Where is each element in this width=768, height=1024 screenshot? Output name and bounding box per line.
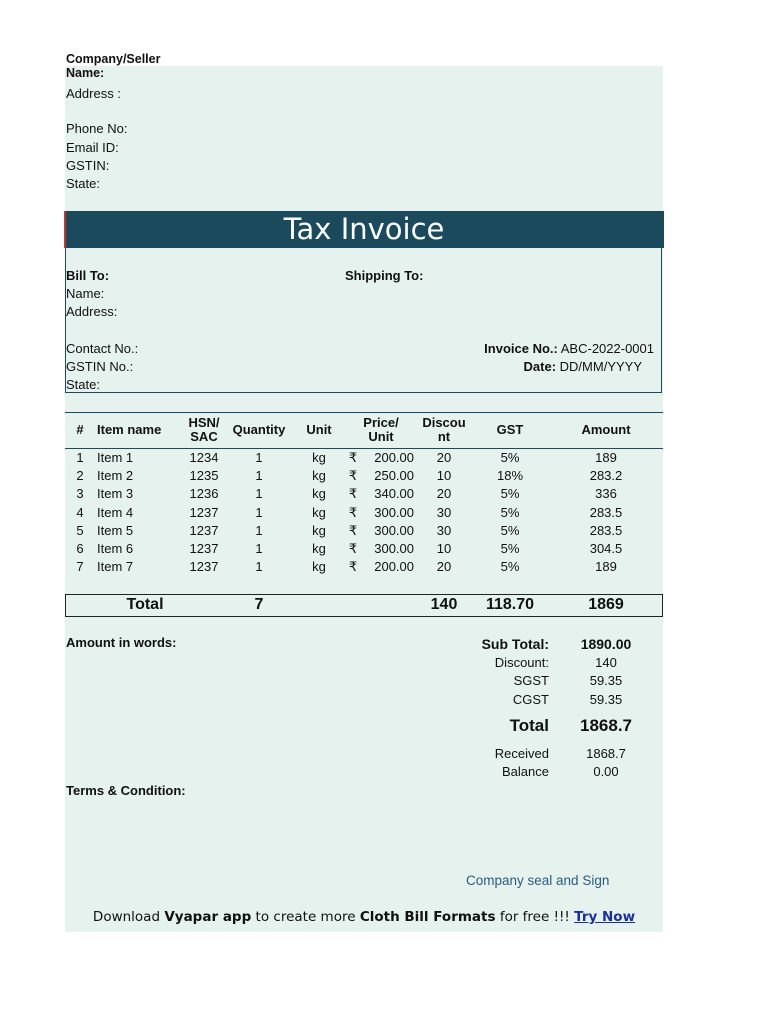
promo-footer: [65, 909, 663, 925]
totals-amount: 1869: [588, 596, 624, 613]
invoice-title-banner: Tax Invoice: [64, 211, 664, 248]
discount-label: Discount:: [494, 655, 549, 670]
balance-value: 0.00: [593, 764, 619, 779]
cell-disc: 10: [436, 468, 452, 484]
cell-num: 2: [76, 468, 84, 484]
terms-label: Terms & Condition:: [66, 783, 186, 798]
col-header-price: [350, 416, 412, 444]
cell-amount: 304.5: [589, 541, 623, 556]
footer-formats: Cloth Bill Formats: [359, 909, 496, 925]
table-header-top-rule: [65, 412, 663, 413]
col-header-amount: Amount: [581, 422, 631, 437]
invoice-number: [484, 341, 654, 356]
invoice-number-value: ABC-2022-0001: [560, 341, 654, 356]
cell-qty: 1: [255, 450, 263, 465]
totals-label: Total: [126, 596, 164, 613]
cell-hsn: 1237: [189, 559, 219, 575]
cell-gst: 5%: [500, 486, 520, 502]
cell-price: 340.00: [374, 486, 414, 502]
col-header-discount-line1: Discou: [422, 415, 466, 430]
cell-num: 5: [76, 522, 84, 538]
sub-total-value: 1890.00: [580, 636, 632, 652]
invoice-date-value: DD/MM/YYYY: [559, 359, 642, 374]
cell-gst: 18%: [496, 468, 524, 484]
cell-qty: 1: [255, 522, 263, 538]
cell-gst: 5%: [500, 450, 520, 465]
cell-price: 200.00: [374, 559, 414, 575]
bill-address: Address:: [66, 304, 118, 319]
cell-disc: 30: [436, 522, 452, 538]
seller-state: State:: [66, 176, 100, 191]
cell-disc: 20: [436, 559, 452, 575]
cell-unit: kg: [312, 541, 326, 556]
seller-title-line2: Name:: [66, 66, 105, 80]
cell-item: Item 6: [97, 541, 134, 556]
cell-num: 1: [76, 450, 84, 465]
sgst-label: SGST: [513, 673, 549, 688]
bill-state: State:: [66, 377, 100, 392]
col-header-price-line1: Price/: [363, 415, 399, 430]
seller-name-label: [66, 52, 160, 80]
seller-address: Address :: [66, 86, 121, 101]
balance-label: Balance: [502, 764, 549, 779]
rupee-icon: ₹: [348, 468, 358, 484]
totals-gst: 118.70: [485, 596, 535, 613]
rupee-icon: ₹: [348, 450, 358, 465]
cell-disc: 30: [436, 504, 452, 520]
amount-in-words-label: Amount in words:: [66, 635, 177, 650]
received-label: Received: [494, 746, 549, 761]
totals-discount: 140: [430, 596, 458, 613]
grand-total-value: 1868.7: [580, 716, 632, 735]
bill-contact: Contact No.:: [66, 341, 139, 356]
cell-num: 6: [76, 541, 84, 556]
cell-hsn: 1235: [189, 468, 219, 484]
bill-name: Name:: [66, 286, 105, 301]
cell-unit: kg: [312, 468, 326, 484]
col-header-price-line2: Unit: [368, 429, 394, 444]
col-header-gst: GST: [496, 422, 524, 437]
cell-price: 300.00: [374, 522, 414, 538]
cell-item: Item 1: [97, 450, 134, 465]
footer-text-2: to create more: [251, 909, 360, 925]
try-now-link[interactable]: Try Now: [574, 909, 636, 925]
cell-unit: kg: [312, 486, 326, 502]
cell-unit: kg: [312, 559, 326, 575]
cgst-label: CGST: [512, 692, 549, 707]
company-seal-label: Company seal and Sign: [466, 873, 610, 888]
cell-disc: 20: [436, 486, 452, 502]
rupee-icon: ₹: [348, 522, 358, 538]
col-header-unit: Unit: [306, 422, 332, 437]
cell-num: 4: [76, 504, 84, 520]
cell-item: Item 7: [97, 559, 134, 575]
rupee-icon: ₹: [348, 486, 358, 502]
grand-total-label: Total: [509, 716, 549, 735]
discount-value: 140: [595, 655, 617, 670]
cell-price: 200.00: [374, 450, 414, 465]
seller-gstin: GSTIN:: [66, 158, 110, 173]
cell-amount: 283.5: [589, 504, 623, 520]
col-header-discount-line2: nt: [437, 429, 451, 444]
cell-item: Item 3: [97, 486, 134, 502]
cell-price: 250.00: [374, 468, 414, 484]
cell-item: Item 2: [97, 468, 134, 484]
footer-text-3: for free !!!: [495, 909, 575, 925]
seller-title-line1: Company/Seller: [66, 52, 161, 66]
footer-text-1: Download: [92, 909, 165, 925]
rupee-icon: ₹: [348, 559, 358, 575]
cell-qty: 1: [255, 486, 263, 502]
cell-qty: 1: [255, 541, 263, 556]
cell-disc: 10: [436, 541, 452, 556]
seller-email: Email ID:: [66, 140, 119, 155]
cell-amount: 189: [595, 559, 617, 575]
cell-qty: 1: [255, 468, 263, 484]
sgst-value: 59.35: [589, 673, 623, 688]
bill-gstin: GSTIN No.:: [66, 359, 134, 374]
invoice-date: [524, 359, 642, 374]
cell-amount: 283.2: [589, 468, 623, 484]
cell-qty: 1: [255, 504, 263, 520]
cell-gst: 5%: [500, 559, 520, 575]
rupee-icon: ₹: [348, 541, 358, 556]
cell-hsn: 1234: [189, 450, 219, 465]
col-header-qty: Quantity: [232, 422, 286, 437]
cell-hsn: 1237: [189, 541, 219, 556]
cell-hsn: 1237: [189, 504, 219, 520]
cell-amount: 189: [595, 450, 617, 465]
cell-hsn: 1237: [189, 522, 219, 538]
sub-total-label: Sub Total:: [481, 636, 549, 652]
totals-qty: 7: [254, 596, 264, 613]
cell-hsn: 1236: [189, 486, 219, 502]
col-header-item: Item name: [97, 422, 162, 437]
col-header-hsn: [180, 416, 228, 444]
cell-item: Item 5: [97, 522, 134, 538]
cell-price: 300.00: [374, 504, 414, 520]
cell-unit: kg: [312, 504, 326, 520]
cell-gst: 5%: [500, 541, 520, 556]
cell-gst: 5%: [500, 504, 520, 520]
rupee-icon: ₹: [348, 504, 358, 520]
cell-num: 7: [76, 559, 84, 575]
cell-num: 3: [76, 486, 84, 502]
cell-amount: 283.5: [589, 522, 623, 538]
cell-unit: kg: [312, 450, 326, 465]
bill-to-label: Bill To:: [66, 268, 110, 283]
cgst-value: 59.35: [589, 692, 623, 707]
table-header-bottom-rule: [65, 448, 663, 449]
seller-phone: Phone No:: [66, 121, 128, 136]
col-header-hsn-line2: SAC: [190, 429, 218, 444]
cell-gst: 5%: [500, 522, 520, 538]
col-header-hsn-line1: HSN/: [188, 415, 220, 430]
cell-item: Item 4: [97, 504, 134, 520]
invoice-number-label: Invoice No.:: [484, 341, 558, 356]
col-header-discount: [416, 416, 472, 444]
cell-unit: kg: [312, 522, 326, 538]
shipping-to-label: Shipping To:: [345, 268, 424, 283]
cell-amount: 336: [595, 486, 617, 502]
cell-disc: 20: [436, 450, 452, 465]
footer-app-name: Vyapar app: [164, 909, 252, 925]
cell-qty: 1: [255, 559, 263, 575]
col-header-num: #: [76, 422, 84, 437]
banner-edge-accent: [64, 211, 66, 248]
received-value: 1868.7: [586, 746, 626, 761]
invoice-date-label: Date:: [523, 359, 557, 374]
cell-price: 300.00: [374, 541, 414, 556]
